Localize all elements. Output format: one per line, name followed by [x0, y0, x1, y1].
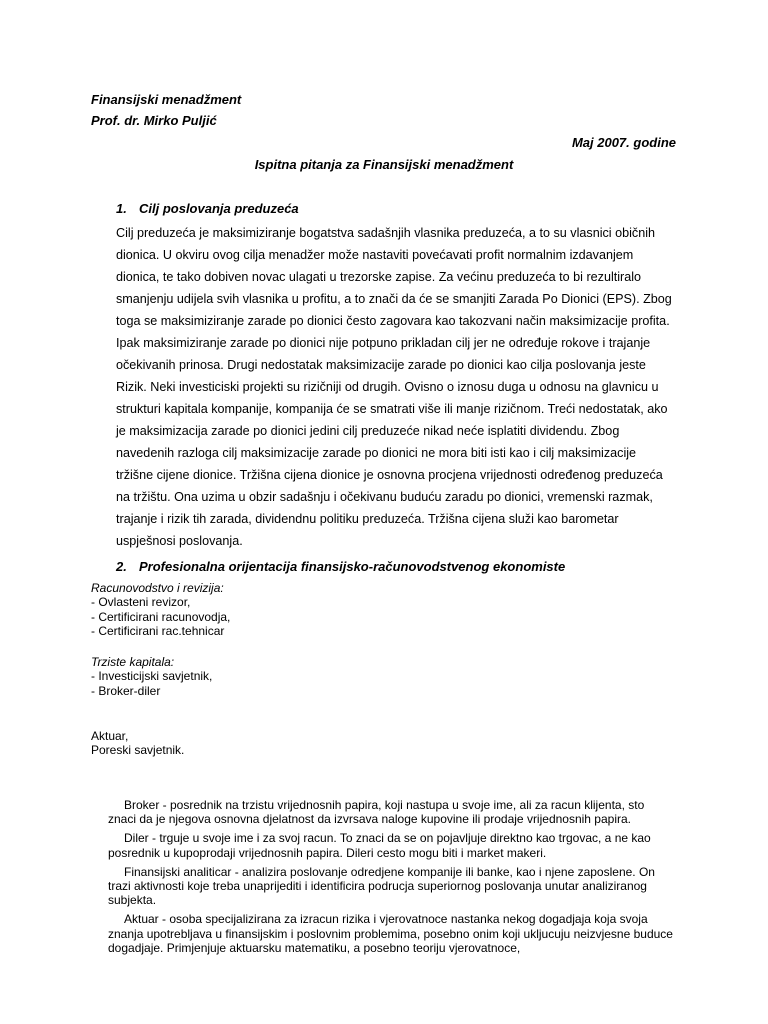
- document-date: Maj 2007. godine: [571, 135, 676, 150]
- capital-market-group: [91, 655, 212, 698]
- section-1-paragraph: Cilj preduzeća je maksimiziranje bogatstva sadašnjih vlasnika preduzeća, a to su vlasnici običnih dionica. U okviru ovog cilja menadžer može nastaviti povećavati profit normalnim izdavanjem dionica, te tako dobiven novac ulagati u trezorske zapise. Za većinu preduzeća to bi rezultiralo smanjenju udijela svih vlasnika u profitu, a to znači da će se smanjiti Zarada Po Dionici (EPS). Zbog toga se maksimiziranje zarade po dionici često zagovara kao takozvani način maksimizacije profita. Ipak maksimiziranje zarade po dionici nije potpuno prikladan cilj jer ne određuje rokove i trajanje očekivanih prinosa. Drugi nedostatak maksimizacije zarade po dionici kao cilja poslovanja jeste Rizik. Neki investiciski projekti su rizičniji od drugih. Ovisno o iznosu duga u odnosu na glavnicu u strukturi kapitala kompanije, kompanija će se smatrati više ili manje rizičnom. Treći nedostatak, ako je maksimizacija zarade po dionici jedini cilj preduzeće nikad neće isplatiti dividendu. Zbog navedenih razloga cilj maksimizacije zarade po dionici ne mora biti isti kao i cilj maksimizacije tržišne cijene dionice. Tržišna cijena dionice je osnovna procjena vrijednosti određenog preduzeća na tržištu. Ona uzima u obzir sadašnju i očekivanu buduću zaradu po dionici, vremenski razmak, trajanje i rizik tih zarada, dividendnu politiku preduzeća. Tržišna cijena služi kao barometar uspješnosi poslovanja.: [116, 226, 672, 548]
- list-item: Aktuar,: [91, 729, 129, 743]
- definition-broker: Broker - posrednik na trzistu vrijednosnih papira, koji nastupa u svoje ime, ali za racun klijenta, sto znaci da je njegova osnovna djelatnost da izvrsava naloge kupovine ili prodaje vrijednosnih papira.: [108, 798, 645, 827]
- definition-diler: Diler - trguje u svoje ime i za svoj racun. To znaci da se on pojavljuje direktno kao trgovac, a ne kao posrednik u kupoprodaji vrijednosnih papira. Dileri cesto mogu biti i market makeri.: [108, 831, 651, 860]
- list-item: - Certificirani racunovodja,: [91, 609, 231, 624]
- definitions: [108, 798, 674, 960]
- list-item: - Ovlasteni revizor,: [91, 595, 191, 610]
- accounting-label: Racunovodstvo i revizija:: [91, 581, 224, 595]
- section-1-heading: [116, 201, 299, 217]
- other-professions: [91, 729, 184, 758]
- list-item: - Broker-diler: [91, 683, 161, 698]
- section-2-title: Profesionalna orijentacija finansijsko-računovodstvenog ekonomiste: [139, 559, 566, 574]
- definition-analyst: Finansijski analiticar - analizira poslovanje odredjene kompanije ili banke, kao i njene zaposlene. On trazi aktivnosti koje treba unaprijediti i identificira podrucja superiornog poslovanja unutar analiziranog subjekta.: [108, 864, 655, 908]
- capital-market-label: Trziste kapitala:: [91, 655, 175, 669]
- list-item: Poreski savjetnik.: [91, 743, 185, 758]
- course-name: Finansijski menadžment: [91, 92, 242, 107]
- definition-actuary: Aktuar - osoba specijalizirana za izracun rizika i vjerovatnoce nastanka nekog dogadjaja koja svoja znanja upotrebljava u finansijskim i poslovnim problemima, posebno onim koji ukljucuju neizvjesne buduce dogadjaje. Primjenjuje aktuarsku matematiku, a posebno teoriju vjerovatnoce,: [108, 912, 673, 955]
- list-item: - Investicijski savjetnik,: [91, 669, 213, 684]
- document-title: Ispitna pitanja za Finansijski menadžment: [254, 157, 514, 172]
- accounting-group: [91, 581, 230, 639]
- list-item: - Certificirani rac.tehnicar: [91, 624, 225, 639]
- professor-name: Prof. dr. Mirko Puljić: [91, 113, 217, 128]
- section-2-heading: [116, 559, 565, 575]
- section-2-number: 2.: [116, 559, 127, 574]
- section-1-number: 1.: [116, 201, 127, 216]
- section-1-title: Cilj poslovanja preduzeća: [139, 201, 299, 216]
